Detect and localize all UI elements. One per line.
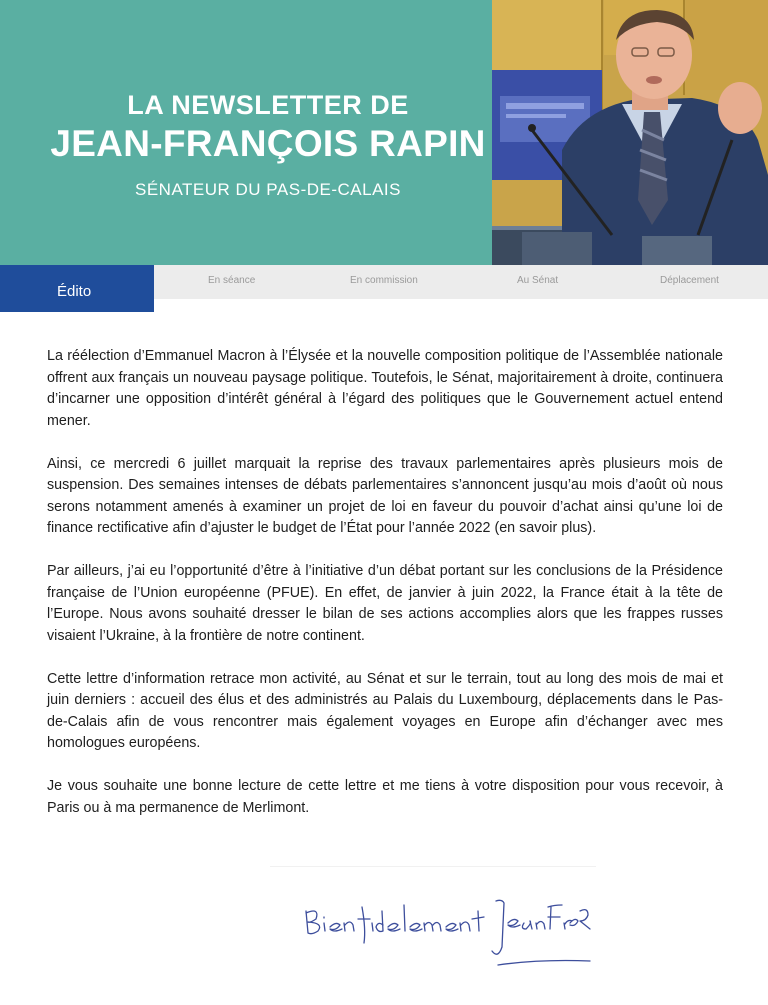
tab-edito[interactable] [0, 265, 154, 312]
paragraph: Ainsi, ce mercredi 6 juillet marquait la reprise des travaux parlementaires après plusieurs mois de suspension. Des semaines intenses de débats parlementaires s’annoncent jusqu’au mois d’août où nous serons notamment amenés à examiner un projet de loi en faveur du pouvoir d’achat ainsi qu’une loi de finance rectificative afin d’ajuster le budget de l’État pour l’année 2022 (en savoir plus). [47, 455, 723, 536]
tab-edito-label: Édito [57, 283, 92, 300]
section-nav [0, 265, 768, 313]
paragraph: Je vous souhaite une bonne lecture de cette lettre et me tiens à votre disposition pour vous recevoir, à Paris ou à ma permanence de Merlimont. [47, 778, 723, 816]
newsletter-title-line2: JEAN-FRANÇOIS RAPIN [50, 123, 486, 164]
tab-en-seance[interactable]: En séance [208, 275, 256, 286]
paragraph: La réélection d’Emmanuel Macron à l’Élysée et la nouvelle composition politique de l’Assemblée nationale offrent aux français un nouveau paysage politique. Toutefois, le Sénat, majoritairement à droite, continuera d’incarner une opposition d’intérêt général à l’égard des politiques que le Gouvernement actuel entend mener. [47, 348, 723, 429]
senator-photo [492, 0, 768, 265]
tab-deplacement[interactable]: Déplacement [660, 275, 719, 286]
handwritten-signature [270, 866, 596, 989]
tab-en-commission[interactable]: En commission [350, 275, 418, 286]
title-block [0, 88, 536, 200]
newsletter-subtitle: SÉNATEUR DU PAS-DE-CALAIS [135, 180, 401, 199]
edito-body [47, 346, 723, 841]
newsletter-header [0, 0, 768, 265]
paragraph: Par ailleurs, j’ai eu l’opportunité d’être à l’initiative d’un débat portant sur les conclusions de la Présidence française de l’Union européenne (PFUE). En effet, de janvier à juin 2022, la France était à la tête de l’Europe. Nous avons souhaité dresser le bilan de ses actions accomplies alors que les frappes russes visaient l’Ukraine, à la frontière de notre continent. [47, 563, 723, 644]
newsletter-title-line1: LA NEWSLETTER DE [127, 90, 409, 120]
paragraph: Cette lettre d’information retrace mon activité, au Sénat et sur le terrain, tout au long des mois de mai et juin derniers : accueil des élus et des administrés au Palais du Luxembourg, déplacements dans le Pas-de-Calais afin de vous rencontrer mais également voyages en Europe afin d’échanger avec mes homologues européens. [47, 670, 723, 751]
tab-au-senat[interactable]: Au Sénat [517, 275, 559, 286]
